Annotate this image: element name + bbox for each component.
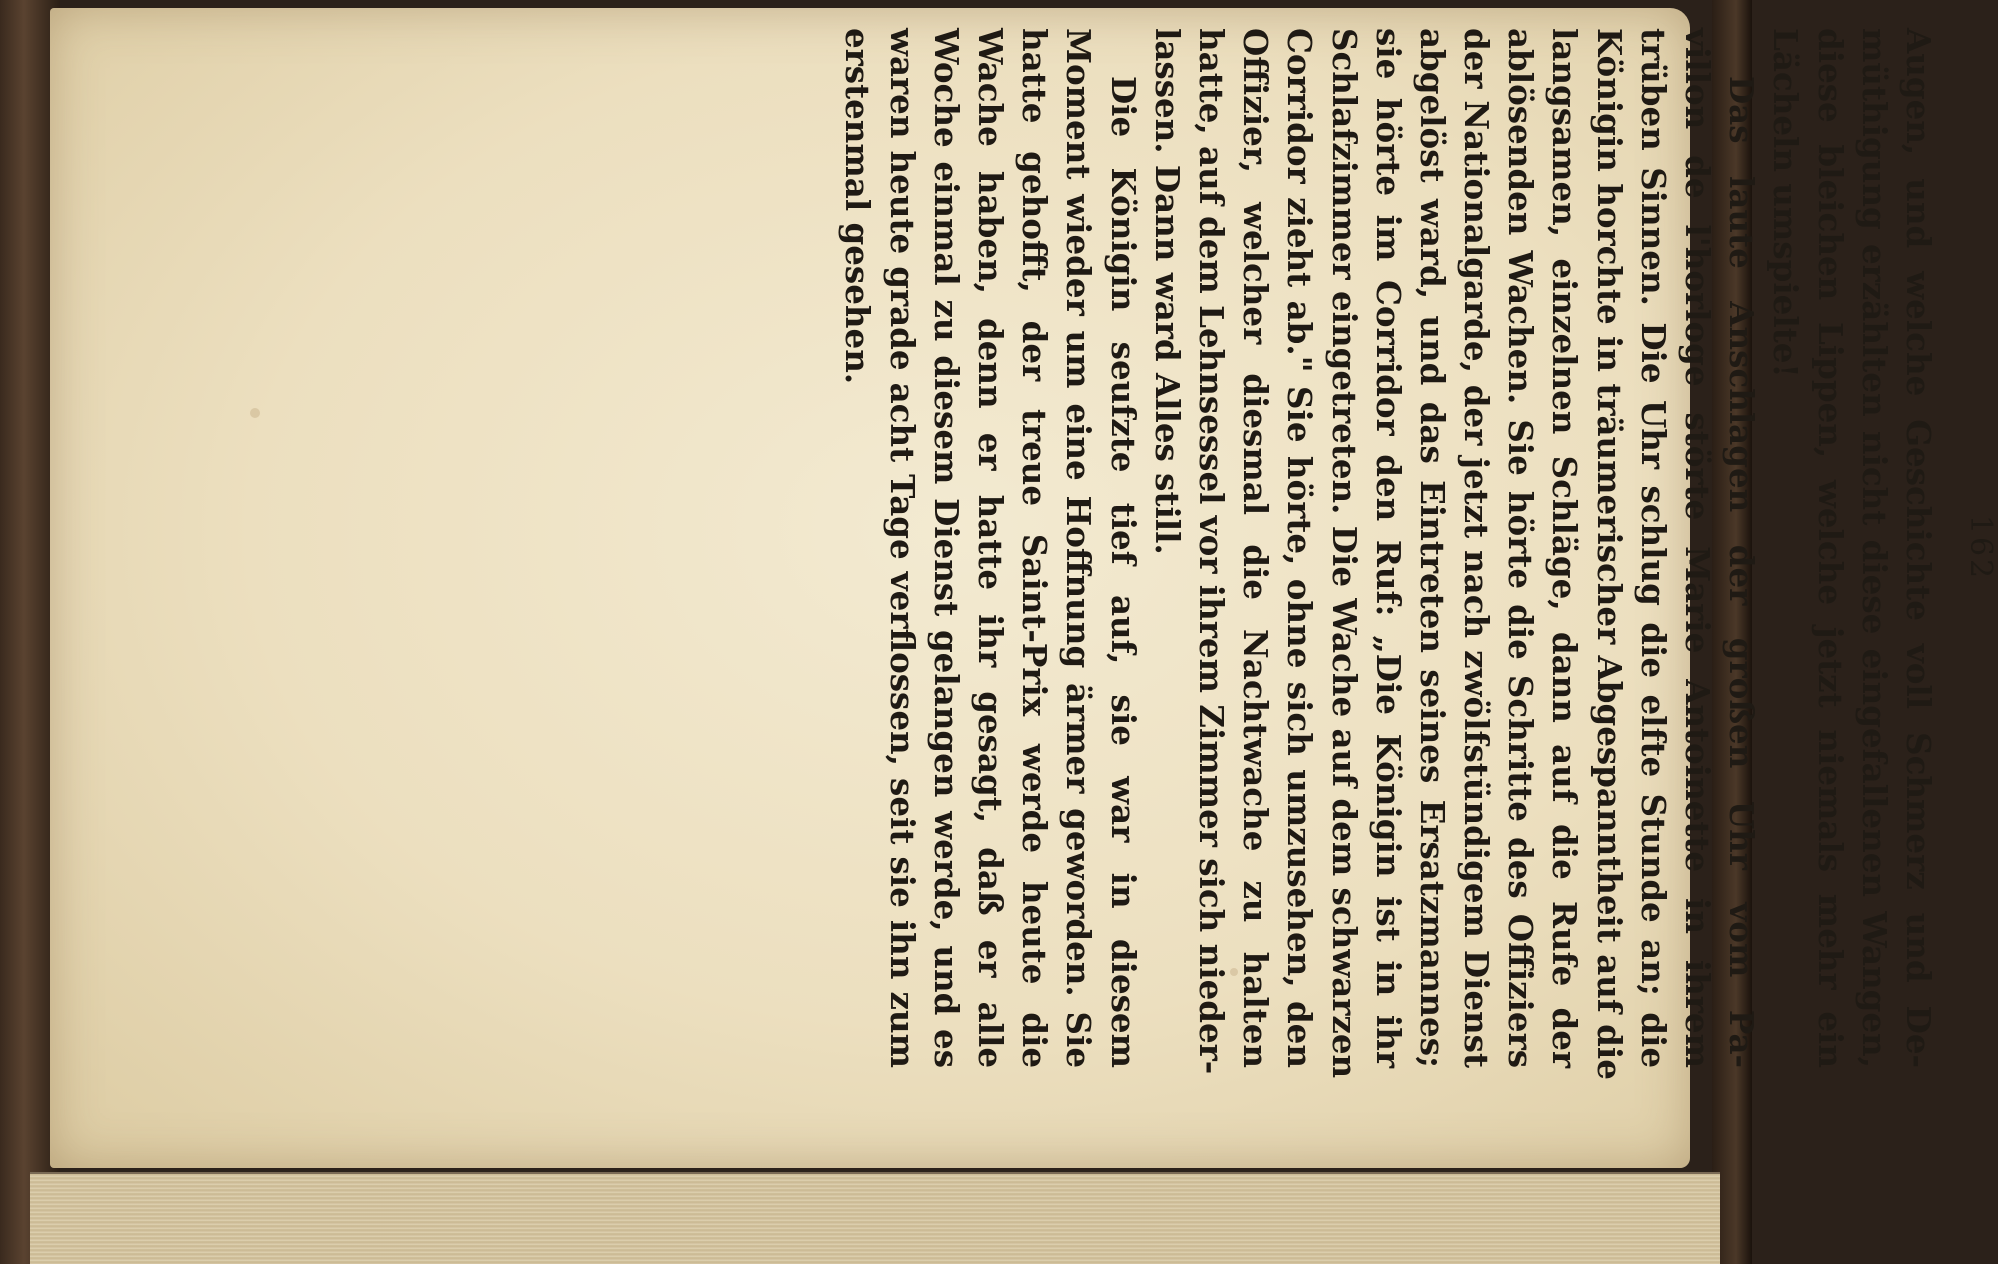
page-number: 162 xyxy=(1963,514,1998,582)
paper-stain xyxy=(250,408,260,418)
text-line: erstenmal gesehen. xyxy=(838,28,878,385)
text-line: Königin horchte in träumerischer Abgespanntheit auf die xyxy=(1589,28,1629,1080)
text-line: abgelöst ward, und das Eintreten seines Ersatzmannes; xyxy=(1412,28,1452,1068)
text-line: Moment wieder um eine Hoffnung ärmer geworden. Sie xyxy=(1059,28,1099,1068)
text-line: Das laute Anschlagen der großen Uhr vom Pa- xyxy=(1722,76,1762,1068)
text-line: Augen, und welche Geschichte voll Schmerz und De- xyxy=(1899,28,1938,1068)
rotated-text-block xyxy=(838,28,1998,1080)
text-line: ablösenden Wachen. Sie hörte die Schritte des Offiziers xyxy=(1501,28,1541,1068)
text-line: Offizier, welcher diesmal die Nachtwache zu halten xyxy=(1236,28,1276,1068)
text-line: villon de l'horloge störte Marie Antoinette in ihrem xyxy=(1678,28,1718,1068)
text-line: Wache haben, denn er hatte ihr gesagt, daß er alle xyxy=(971,28,1011,1068)
text-line: Lächeln umspielte! xyxy=(1766,28,1806,378)
text-line: lassen. Dann ward Alles still. xyxy=(1147,28,1187,555)
text-line: trüben Sinnen. Die Uhr schlug die elfte Stunde an; die xyxy=(1633,28,1673,1068)
book-page xyxy=(50,8,1998,1168)
text-body xyxy=(835,28,1940,1080)
text-line: der Nationalgarde, der jetzt nach zwölfstündigem Dienst xyxy=(1457,28,1497,1068)
page-edges xyxy=(30,1172,1720,1264)
text-line: diese bleichen Lippen, welche jetzt niemals mehr ein xyxy=(1810,28,1850,1068)
text-line: müthigung erzählten nicht diese eingefallenen Wangen, xyxy=(1854,28,1894,1068)
text-line: sie hörte im Corridor den Ruf: „Die Königin ist in ihr xyxy=(1368,28,1408,1068)
text-line: waren heute grade acht Tage verflossen, seit sie ihn zum xyxy=(882,28,922,1068)
text-line: Corridor zieht ab." Sie hörte, ohne sich umzusehen, den xyxy=(1280,28,1320,1068)
text-line: hatte gehofft, der treue Saint-Prix werde heute die xyxy=(1015,28,1055,1068)
text-line: Schlafzimmer eingetreten. Die Wache auf dem schwarzen xyxy=(1324,28,1364,1079)
text-line: Die Königin seufzte tief auf, sie war in diesem xyxy=(1103,76,1143,1068)
text-line: Woche einmal zu diesem Dienst gelangen werde, und es xyxy=(926,28,966,1068)
text-line: langsamen, einzelnen Schläge, dann auf die Rufe der xyxy=(1545,28,1585,1068)
text-line: hatte, auf dem Lehnsessel vor ihrem Zimmer sich nieder- xyxy=(1192,28,1231,1075)
